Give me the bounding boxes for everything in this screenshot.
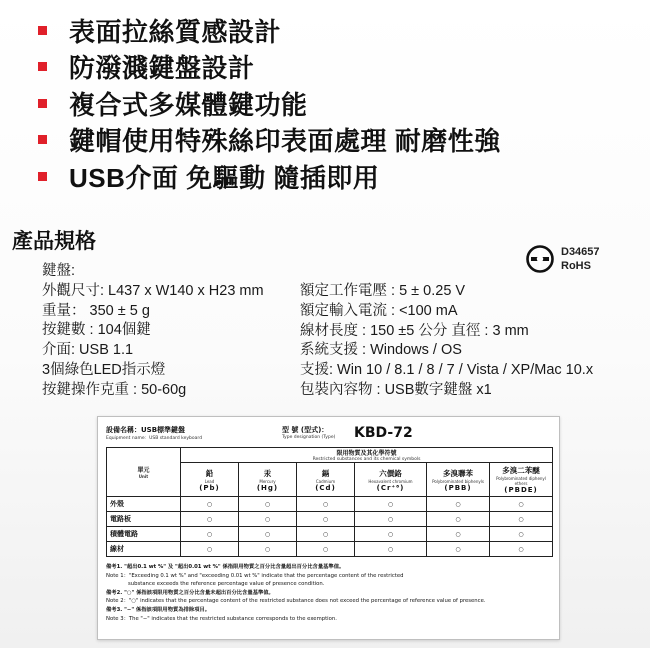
- compliance-mark: ○: [490, 542, 553, 557]
- table-row: [107, 542, 553, 557]
- unit-header: [107, 448, 181, 497]
- spec-line: 按鍵操作克重 : 50-60g: [42, 381, 187, 398]
- feature-text: USB介面 免驅動 隨插即用: [69, 162, 380, 193]
- spec-line: 支援: Win 10 / 8.1 / 8 / 7 / Vista / XP/Mac 10.x: [300, 362, 594, 379]
- rohs-notes: [106, 563, 551, 623]
- spec-line: 額定輸入電流 : <100 mA: [300, 302, 458, 319]
- row-label: 外殼: [107, 497, 181, 512]
- bullet-icon: [38, 99, 47, 108]
- unit-cn: 單元: [137, 467, 150, 474]
- model-number: KBD-72: [354, 425, 413, 441]
- spec-title: 產品規格: [12, 230, 96, 253]
- substance-column-pbde: 多溴二苯醚 Polybrominated diphenyl ethers (PBDE): [490, 463, 553, 497]
- spec-line: 重量： 350 ± 5 g: [42, 302, 150, 319]
- certification-badge: [525, 244, 600, 274]
- compliance-mark: ○: [355, 512, 427, 527]
- spec-left-column: [42, 262, 264, 401]
- substance-column-lead: 鉛 Lead (Pb): [181, 463, 239, 497]
- spec-line: 3個綠色LED指示燈: [42, 361, 166, 378]
- compliance-mark: ○: [427, 527, 490, 542]
- compliance-mark: ○: [490, 527, 553, 542]
- feature-text: 表面拉絲質感設計: [69, 16, 282, 47]
- spec-line: 介面: USB 1.1: [42, 342, 134, 359]
- substance-column-cadmium: 鎘 Cadmium (Cd): [297, 463, 355, 497]
- note-line: 備考3. "−" 係指該項限用物質為排除項目。: [106, 606, 211, 613]
- note-line: Note 1："Exceeding 0.1 wt %" and "exceeding 0.01 wt %" indicate that the percentage content of the restricted: [106, 572, 404, 579]
- compliance-mark: ○: [427, 512, 490, 527]
- compliance-mark: ○: [181, 512, 239, 527]
- compliance-mark: ○: [490, 497, 553, 512]
- feature-item: [38, 12, 501, 49]
- spec-line: 系統支援 : Windows / OS: [300, 342, 462, 359]
- rohs-declaration-label: [97, 416, 560, 640]
- restricted-substances-table: [106, 447, 553, 557]
- table-row: [107, 527, 553, 542]
- table-row: [107, 497, 553, 512]
- equipment-name: 設備名稱：USB標準鍵盤: [106, 426, 186, 434]
- feature-item: [38, 122, 501, 159]
- spec-line: 額定工作電壓 : 5 ± 0.25 V: [300, 283, 466, 299]
- compliance-mark: ○: [427, 497, 490, 512]
- note-line: substance exceeds the reference percentage value of presence condition.: [128, 581, 325, 588]
- compliance-mark: ○: [297, 497, 355, 512]
- compliance-mark: ○: [355, 527, 427, 542]
- compliance-mark: ○: [297, 542, 355, 557]
- substance-column-mercury: 汞 Mercury (Hg): [239, 463, 297, 497]
- feature-text: 鍵帽使用特殊絲印表面處理 耐磨性強: [69, 126, 501, 157]
- equipment-name-en: Equipment name：USB standard keyboard: [106, 436, 203, 441]
- compliance-mark: ○: [355, 497, 427, 512]
- cert-label: RoHS: [561, 260, 591, 272]
- compliance-mark: ○: [239, 527, 297, 542]
- substance-column-pbb: 多溴聯苯 Polybrominated biphenyls (PBB): [427, 463, 490, 497]
- cert-code: D34657: [561, 246, 600, 258]
- spec-line: 外觀尺寸: L437 x W140 x H23 mm: [42, 282, 264, 299]
- type-designation: 型 號 (型式)：: [282, 426, 329, 434]
- spec-line: 包裝內容物 : USB數字鍵盤 x1: [300, 381, 492, 398]
- feature-item: [38, 85, 501, 122]
- note-line: Note 2："○" indicates that the percentage content of the restricted substance does not exceed the percentage of reference value of presence.: [106, 598, 486, 605]
- compliance-mark: ○: [490, 512, 553, 527]
- substances-header-cn: 限用物質及其化學符號: [336, 450, 397, 457]
- compliance-mark: ○: [239, 542, 297, 557]
- spec-line: 按鍵數 : 104個鍵: [42, 322, 151, 339]
- note-line: 備考1. "超出0.1 wt %" 及 "超出0.01 wt %" 係指限用物質之百分比含量超出百分比含量基準值。: [106, 564, 345, 570]
- compliance-mark: ○: [181, 497, 239, 512]
- row-label: 積體電路: [107, 527, 181, 542]
- note-line: Note 3：The "−" indicates that the restricted substance corresponds to the exemption.: [106, 615, 337, 622]
- compliance-mark: ○: [239, 497, 297, 512]
- substances-header: [181, 448, 553, 463]
- compliance-mark: ○: [355, 542, 427, 557]
- compliance-mark: ○: [427, 542, 490, 557]
- feature-text: 防潑濺鍵盤設計: [69, 53, 255, 84]
- feature-item: [38, 158, 501, 195]
- table-row: [107, 512, 553, 527]
- spec-line: 線材長度 : 150 ±5 公分 直徑 : 3 mm: [300, 322, 529, 339]
- spec-line: 鍵盤:: [42, 263, 76, 279]
- spec-right-column: [300, 282, 593, 401]
- note-line: 備考2. "○" 係指該項限用物質之百分比含量未超出百分比含量基準值。: [106, 589, 274, 596]
- compliance-mark: ○: [181, 527, 239, 542]
- compliance-mark: ○: [181, 542, 239, 557]
- type-designation-en: Type designation (Type): [282, 435, 336, 440]
- bullet-icon: [38, 172, 47, 181]
- feature-list: [38, 12, 501, 195]
- feature-item: [38, 49, 501, 86]
- unit-en: Unit: [138, 474, 149, 479]
- bsmi-mark-icon: [525, 244, 555, 274]
- row-label: 電路板: [107, 512, 181, 527]
- row-label: 線材: [107, 542, 181, 557]
- compliance-mark: ○: [297, 527, 355, 542]
- feature-text: 複合式多媒體鍵功能: [69, 89, 308, 120]
- compliance-mark: ○: [239, 512, 297, 527]
- compliance-mark: ○: [297, 512, 355, 527]
- bullet-icon: [38, 26, 47, 35]
- substances-header-en: Restricted substances and its chemical symbols: [312, 457, 421, 462]
- substance-column-chromium: 六價鉻 Hexavalent chromium (Cr⁺⁶): [355, 463, 427, 497]
- bullet-icon: [38, 62, 47, 71]
- bullet-icon: [38, 135, 47, 144]
